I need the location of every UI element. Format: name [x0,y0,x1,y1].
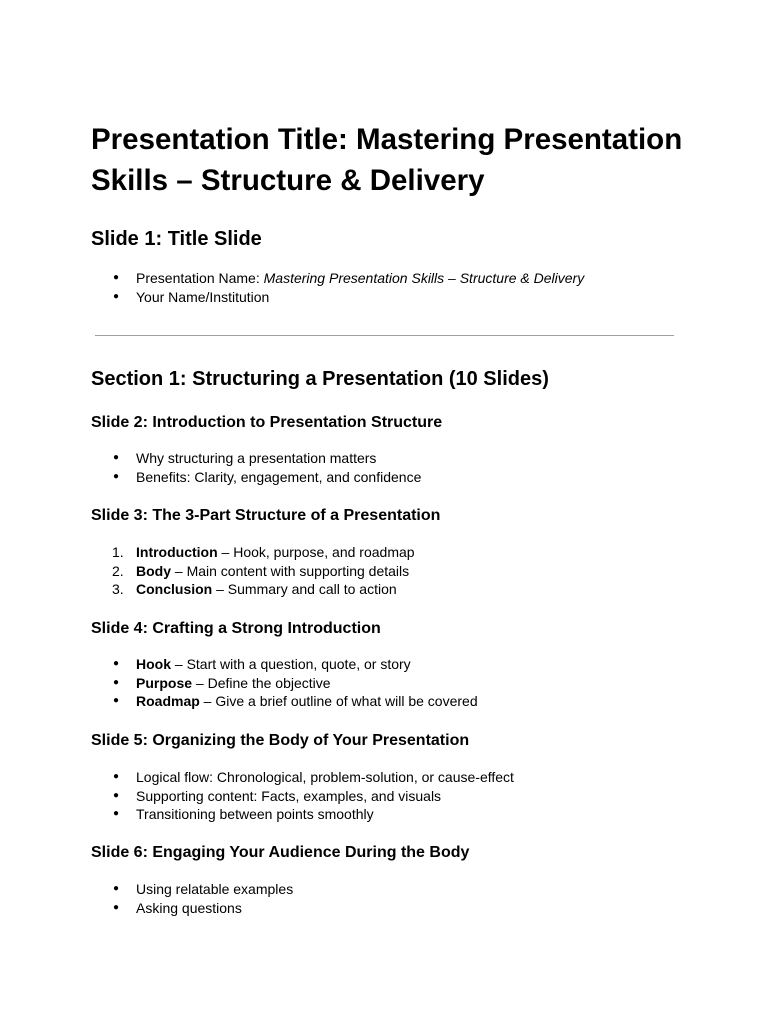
slide-4-list [0,655,478,711]
list-number: 2. [112,562,124,579]
list-item: ● Your Name/Institution [0,288,584,307]
slide-5-list [0,768,514,824]
item-description: – Main content with supporting details [171,562,410,579]
item-term: Purpose [136,674,193,691]
horizontal-divider [95,335,674,336]
item-description: – Define the objective [192,674,331,691]
list-item: ● Why structuring a presentation matters [0,449,421,468]
list-item: ● Asking questions [0,899,293,918]
section-1-heading: Section 1: Structuring a Presentation (10 Slides) [91,368,549,390]
item-term: Body [136,562,171,579]
list-item [0,562,415,581]
item-description: – Summary and call to action [212,581,397,598]
list-item [0,674,478,693]
item-term: Hook [136,656,171,672]
list-item: ● Transitioning between points smoothly [0,805,514,824]
presentation-name-value: Mastering Presentation Skills – Structure & Delivery [263,270,585,286]
slide-3-heading: Slide 3: The 3-Part Structure of a Presentation [91,507,441,524]
item-description: – Give a brief outline of what will be covered [199,693,478,710]
slide-1-list [0,269,584,306]
list-item [0,543,415,562]
slide-6-list [0,880,293,917]
slide-4-heading: Slide 4: Crafting a Strong Introduction [91,620,381,637]
list-item [0,692,478,711]
item-description: – Hook, purpose, and roadmap [217,544,415,560]
list-item: ● Supporting content: Facts, examples, and visuals [0,787,514,806]
slide-3-list [0,543,415,599]
slide-1-heading: Slide 1: Title Slide [91,228,262,250]
list-item: ● Logical flow: Chronological, problem-solution, or cause-effect [0,768,514,787]
item-label: Presentation Name: [136,270,264,286]
list-item: ● Benefits: Clarity, engagement, and confidence [0,468,421,487]
slide-6-heading: Slide 6: Engaging Your Audience During the Body [91,844,470,861]
list-number: 1. [112,544,124,560]
list-item [0,655,478,674]
list-item [0,580,415,599]
slide-5-heading: Slide 5: Organizing the Body of Your Presentation [91,732,470,749]
slide-2-list [0,449,421,486]
list-number: 3. [112,581,124,598]
item-term: Roadmap [136,693,200,710]
item-term: Conclusion [136,581,213,598]
list-item: ● Using relatable examples [0,880,293,899]
item-description: – Start with a question, quote, or story [171,656,411,672]
slide-2-heading: Slide 2: Introduction to Presentation Structure [91,414,443,431]
item-term: Introduction [136,544,218,560]
list-item [0,269,584,288]
document-title: Presentation Title: Mastering Presentation Skills – Structure & Delivery [91,123,683,197]
